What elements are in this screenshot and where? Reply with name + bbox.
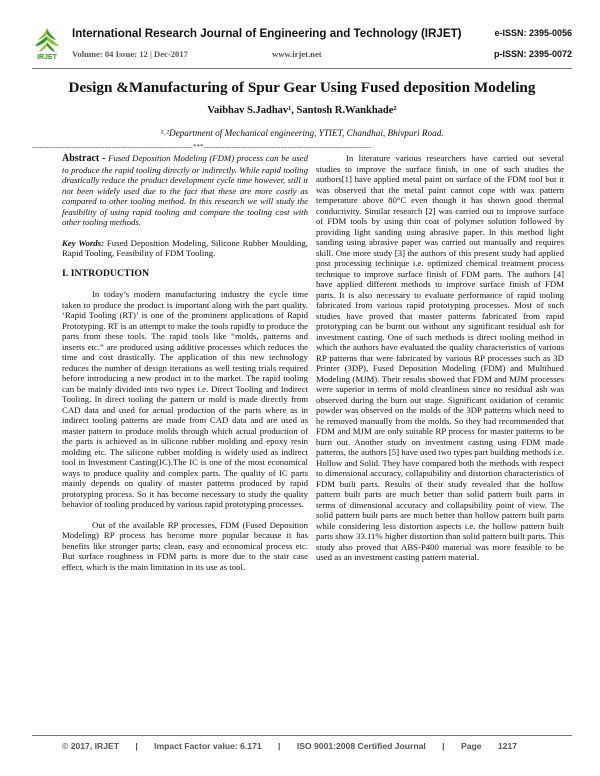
abstract <box>62 153 308 228</box>
keywords-label: Key Words: <box>62 237 104 248</box>
paper-title: Design &Manufacturing of Spur Gear Using Fused deposition Modeling <box>68 79 536 96</box>
abstract-text: Fused Deposition Modeling (FDM) process can be used to produce the rapid tooling directly or indirectly. While rapid tooling drastically reduce the product development cycle time however, still it not been widely used due to the fact that these are more costly as compared to other tooling method. In this research we will study the feasibility of using rapid tooling and compare the tooling cost with other tooling methods. <box>62 153 309 227</box>
journal-header <box>32 26 572 66</box>
footer-copyright: © 2017, IRJET <box>62 741 119 751</box>
logo-text: IRJET <box>37 54 57 61</box>
right-column <box>316 153 564 563</box>
keywords <box>62 238 308 259</box>
volume-issue: Volume: 04 Issue: 12 | Dec-2017 <box>72 49 188 59</box>
intro-paragraph-2: Out of the available RP processes, FDM (Fused Deposition Modeling) RP process has become more popular because it has benefits like stronger parts; clean, easy and economical process etc. But surface roughness in FDM parts is more due to the stair case effect, which is the main limitation in its use as tool. <box>62 519 308 572</box>
p-issn: p-ISSN: 2395-0072 <box>493 49 572 59</box>
footer-page-number: 1217 <box>497 741 518 751</box>
journal-website[interactable]: www.irjet.net <box>272 49 322 59</box>
header-rule <box>32 68 572 69</box>
left-column <box>62 153 308 572</box>
page-footer: © 2017, IRJET | Impact Factor value: 6.171 | ISO 9001:2008 Certified Journal | Page 1217 <box>62 741 518 751</box>
section-heading-introduction: I. INTRODUCTION <box>62 267 150 279</box>
abstract-label: Abstract - <box>62 153 106 164</box>
journal-title: International Research Journal of Engineering and Technology (IRJET) <box>72 27 462 40</box>
footer-impact-factor: Impact Factor value: 6.171 <box>154 741 262 751</box>
title-separator: ---------------------------------------------------------------------***------------------------------------------------------------------------ <box>32 143 372 151</box>
paper-authors: Vaibhav S.Jadhav¹, Santosh R.Wankhade² <box>207 105 397 116</box>
leaf-icon <box>32 26 62 54</box>
footer-rule <box>32 735 572 736</box>
literature-paragraph: In literature various researchers have carried out several studies to improve the surface finish, in one of such studies the authors[1] have applied metal paint on surface of the FDM tool but it was observed that the metal paint cannot cope with wax pattern temperature above 80°C even though it has shown good thermal conductivity. Similar research [2] was carried out to improve surface of FDM tools by using thin coat of polymer solution followed by providing light sanding using abrasive paper. In this method light sanding using abrasive paper was carried out manually and requires skill. One more study [3] the authors of this present study had applied post processing technique i.e. optimized chemical treatment process technique to improve surface finish of FDM parts. The authors [4] have applied different methods to improve surface finish of FDM parts. It is also necessary to evaluate performance of rapid tooling fabricated from various rapid prototyping processes. Most of such studies have proved that master patterns fabricated from rapid prototyping can be burnt out without any significant residual ash for investment casting. One of such methods is direct tooling method in which the authors have evaluated the quality characteristics of various RP patterns that were fabricated by various RP processes such as 3D Printer (3DP), Fused Deposition Modeling (FDM) and Multihued Modeling (MJM). Their results showed that FDM and MJM processes were superior in terms of mold cleanliness since no residual ash was observed during the burn out stage. Significant oxidation of ceramic powder was observed on the molds of the 3DP patterns which need to be removed manually from the molds. So they had recommended that FDM and MJM are only suitable RP process for master patterns to be burn out. Another study on investment casting using FDM made patterns, the authors [5] have used two types part building methods i.e. Hollow and Solid. They have compared both the methods with respect to dimensional accuracy, collapsibility and distortion characteristics of FDM built parts. Results of their study revealed that the hollow pattern built parts are much better than solid pattern built parts in terms of dimensional accuracy and collapsibility point of view. The solid pattern built parts are much better than hollow pattern built parts while considering less distortion aspects i.e. the hollow pattern built parts show 33.11% higher distortion than solid pattern built parts. This study also proved that ABS-P400 material was more feasible to be used as an investment casting pattern material. <box>316 153 564 562</box>
author-affiliation: ¹˒²Department of Mechanical engineering, YTIET, Chandhai, Bhivpuri Road. <box>160 128 444 138</box>
footer-page-label: Page <box>460 741 482 751</box>
irjet-logo <box>32 26 62 64</box>
footer-iso: ISO 9001:2008 Certified Journal <box>296 741 426 751</box>
intro-paragraph-1: In today’s modern manufacturing industry the cycle time taken to produce the product is important along with the part quality. ‘Rapid Tooling (RT)’ is one of the prominent applications of Rapid Prototyping. RT is an attempt to make the tools rapidly to produce the parts from these tools. The rapid tools like “molds, patterns and inserts etc.” are produced using additive processes which reduces the time and cost drastically. The application of this new technology reduces the number of design iterations as well testing trials required before introducing a new product in to the market. The rapid tooling can be mainly divided into two types i.e. Direct Tooling and Indirect Tooling. In direct tooling the pattern or mold is made directly from CAD data and used for actual production of the parts where as in indirect tooling patterns are made from CAD data and are used as master pattern to produce molds through which actual production of the parts is achieved as in silicone rubber molding and epoxy resin molding etc. The silicone rubber molding is widely used as indirect tool in Investment Casting(IC).The IC is one of the most economical ways to produce quality and complex parts. The quality of IC parts mainly depends on quality of master patterns produced by rapid prototyping process. So it has become necessary to study the quality behavior of tooling produced by various rapid prototyping processes. <box>62 289 308 509</box>
e-issn: e-ISSN: 2395-0056 <box>494 28 572 38</box>
keywords-text: Fused Deposition Modeling, Silicone Rubber Moulding, Rapid Tooling, Feasibility of FDM Tooling. <box>62 237 308 258</box>
